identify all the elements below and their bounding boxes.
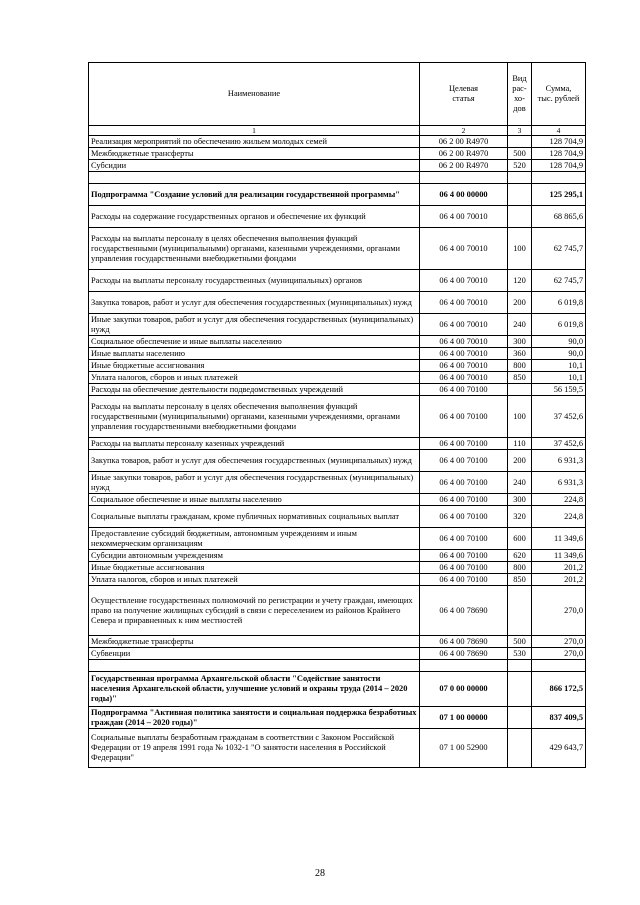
table-row <box>89 494 586 506</box>
row-code: 06 4 00 70100 <box>420 506 508 528</box>
row-type: 620 <box>508 550 532 562</box>
row-type: 850 <box>508 372 532 384</box>
table-row <box>89 270 586 292</box>
row-type: 360 <box>508 348 532 360</box>
row-name: Расходы на выплаты персоналу в целях обеспечения выполнения функций государственными (муниципальными) органами, казенными учреждениями, органами управления государственными внебюджетными фондами <box>89 228 420 270</box>
row-type <box>508 184 532 206</box>
row-type: 520 <box>508 160 532 172</box>
table-row <box>89 228 586 270</box>
row-code: 06 4 00 70100 <box>420 494 508 506</box>
row-name: Субсидии <box>89 160 420 172</box>
page-number: 28 <box>315 868 325 879</box>
row-name: Иные выплаты населению <box>89 348 420 360</box>
row-code: 06 4 00 70100 <box>420 396 508 438</box>
row-name: Иные бюджетные ассигнования <box>89 360 420 372</box>
row-sum: 270,0 <box>532 586 586 636</box>
row-name: Расходы на выплаты персоналу казенных учреждений <box>89 438 420 450</box>
row-sum: 201,2 <box>532 562 586 574</box>
header-code: Целевая статья <box>420 63 508 126</box>
row-sum: 429 643,7 <box>532 729 586 768</box>
row-name: Иные бюджетные ассигнования <box>89 562 420 574</box>
row-name: Закупка товаров, работ и услуг для обеспечения государственных (муниципальных) нужд <box>89 292 420 314</box>
column-number: 2 <box>420 126 508 136</box>
row-sum: 128 704,9 <box>532 160 586 172</box>
row-name: Субсидии автономным учреждениям <box>89 550 420 562</box>
table-row-subprogram <box>89 184 586 206</box>
row-name: Государственная программа Архангельской области "Содействие занятости населения Архангельской области, улучшение условий и охраны труда (2014 – 2020 годы)" <box>89 672 420 707</box>
row-type: 800 <box>508 562 532 574</box>
table-row <box>89 148 586 160</box>
row-code: 07 1 00 00000 <box>420 707 508 729</box>
row-type: 110 <box>508 438 532 450</box>
row-type: 500 <box>508 636 532 648</box>
row-sum: 128 704,9 <box>532 148 586 160</box>
row-name: Социальное обеспечение и иные выплаты населению <box>89 336 420 348</box>
table-row <box>89 450 586 472</box>
row-type: 240 <box>508 472 532 494</box>
row-type <box>508 729 532 768</box>
row-name: Межбюджетные трансферты <box>89 148 420 160</box>
row-code: 06 4 00 78690 <box>420 648 508 660</box>
row-type <box>508 586 532 636</box>
row-sum: 128 704,9 <box>532 136 586 148</box>
table-row-subprogram <box>89 707 586 729</box>
row-sum: 6 019,8 <box>532 314 586 336</box>
row-code: 06 4 00 70100 <box>420 450 508 472</box>
row-name: Уплата налогов, сборов и иных платежей <box>89 574 420 586</box>
table-row <box>89 160 586 172</box>
row-type: 100 <box>508 396 532 438</box>
row-code: 06 4 00 78690 <box>420 586 508 636</box>
row-type: 300 <box>508 494 532 506</box>
row-sum: 224,8 <box>532 494 586 506</box>
table-row <box>89 636 586 648</box>
table-row <box>89 472 586 494</box>
row-code: 06 4 00 70010 <box>420 336 508 348</box>
spacer-row <box>89 660 586 672</box>
row-name: Предоставление субсидий бюджетным, автономным учреждениям и иным некоммерческим организациям <box>89 528 420 550</box>
row-name: Субвенции <box>89 648 420 660</box>
header-type: Вид рас- хо- дов <box>508 63 532 126</box>
row-code: 06 4 00 70100 <box>420 384 508 396</box>
table-row <box>89 574 586 586</box>
row-code: 06 4 00 70010 <box>420 228 508 270</box>
row-type: 100 <box>508 228 532 270</box>
row-sum: 6 931,3 <box>532 450 586 472</box>
row-sum: 10,1 <box>532 372 586 384</box>
table-row <box>89 360 586 372</box>
column-number-row <box>89 126 586 136</box>
table-row <box>89 136 586 148</box>
table-row <box>89 206 586 228</box>
row-sum: 125 295,1 <box>532 184 586 206</box>
row-code: 07 1 00 52900 <box>420 729 508 768</box>
budget-table <box>88 62 586 768</box>
row-name: Расходы на содержание государственных органов и обеспечение их функций <box>89 206 420 228</box>
row-sum: 10,1 <box>532 360 586 372</box>
row-sum: 224,8 <box>532 506 586 528</box>
table-row <box>89 562 586 574</box>
table-row <box>89 292 586 314</box>
table-row <box>89 372 586 384</box>
row-code: 06 4 00 70010 <box>420 292 508 314</box>
row-type: 240 <box>508 314 532 336</box>
row-code: 06 4 00 70010 <box>420 270 508 292</box>
spacer-row <box>89 172 586 184</box>
header-name: Наименование <box>89 63 420 126</box>
row-code: 06 4 00 70100 <box>420 528 508 550</box>
row-code: 06 4 00 70100 <box>420 562 508 574</box>
row-code: 06 4 00 70010 <box>420 372 508 384</box>
row-code: 06 4 00 78690 <box>420 636 508 648</box>
row-type <box>508 206 532 228</box>
row-name: Расходы на обеспечение деятельности подведомственных учреждений <box>89 384 420 396</box>
table-row <box>89 586 586 636</box>
row-sum: 56 159,5 <box>532 384 586 396</box>
table-row <box>89 506 586 528</box>
table-row <box>89 550 586 562</box>
table-row <box>89 729 586 768</box>
row-name: Иные закупки товаров, работ и услуг для обеспечения государственных (муниципальных) нужд <box>89 314 420 336</box>
row-sum: 90,0 <box>532 348 586 360</box>
table-row-program <box>89 672 586 707</box>
table-row <box>89 384 586 396</box>
row-type: 120 <box>508 270 532 292</box>
row-type: 200 <box>508 450 532 472</box>
row-type <box>508 136 532 148</box>
row-type <box>508 707 532 729</box>
table-row <box>89 438 586 450</box>
row-type: 320 <box>508 506 532 528</box>
row-sum: 270,0 <box>532 648 586 660</box>
row-sum: 11 349,6 <box>532 528 586 550</box>
row-name: Реализация мероприятий по обеспечению жильем молодых семей <box>89 136 420 148</box>
row-sum: 68 865,6 <box>532 206 586 228</box>
row-name: Расходы на выплаты персоналу государственных (муниципальных) органов <box>89 270 420 292</box>
row-code: 06 4 00 70010 <box>420 206 508 228</box>
row-name: Иные закупки товаров, работ и услуг для обеспечения государственных (муниципальных) нужд <box>89 472 420 494</box>
table-row <box>89 314 586 336</box>
row-code: 06 2 00 R4970 <box>420 148 508 160</box>
row-name: Социальное обеспечение и иные выплаты населению <box>89 494 420 506</box>
row-code: 06 4 00 70010 <box>420 348 508 360</box>
row-sum: 37 452,6 <box>532 438 586 450</box>
row-code: 06 2 00 R4970 <box>420 160 508 172</box>
row-name: Расходы на выплаты персоналу в целях обеспечения выполнения функций государственными (муниципальными) органами, казенными учреждениями, органами управления государственными внебюджетными фондами <box>89 396 420 438</box>
table-header-row <box>89 63 586 126</box>
row-name: Социальные выплаты гражданам, кроме публичных нормативных социальных выплат <box>89 506 420 528</box>
row-sum: 37 452,6 <box>532 396 586 438</box>
row-sum: 837 409,5 <box>532 707 586 729</box>
row-type <box>508 384 532 396</box>
table-row <box>89 528 586 550</box>
row-type: 800 <box>508 360 532 372</box>
row-name: Осуществление государственных полномочий по регистрации и учету граждан, имеющих право на получение жилищных субсидий в связи с переселением из районов Крайнего Севера и приравненных к ним местностей <box>89 586 420 636</box>
row-code: 06 4 00 70100 <box>420 472 508 494</box>
column-number: 1 <box>89 126 420 136</box>
row-type: 600 <box>508 528 532 550</box>
row-sum: 201,2 <box>532 574 586 586</box>
row-name: Закупка товаров, работ и услуг для обеспечения государственных (муниципальных) нужд <box>89 450 420 472</box>
row-type: 850 <box>508 574 532 586</box>
row-name: Социальные выплаты безработным гражданам в соответствии с Законом Российской Федерации от 19 апреля 1991 года № 1032-1 "О занятости населения в Российской Федерации" <box>89 729 420 768</box>
row-type: 500 <box>508 148 532 160</box>
row-type: 200 <box>508 292 532 314</box>
row-sum: 90,0 <box>532 336 586 348</box>
header-sum: Сумма, тыс. рублей <box>532 63 586 126</box>
row-sum: 6 019,8 <box>532 292 586 314</box>
row-name: Межбюджетные трансферты <box>89 636 420 648</box>
row-code: 06 4 00 70100 <box>420 574 508 586</box>
row-code: 06 4 00 70100 <box>420 438 508 450</box>
row-code: 06 4 00 70010 <box>420 314 508 336</box>
row-name: Подпрограмма "Активная политика занятости и социальная поддержка безработных граждан (2014 – 2020 годы)" <box>89 707 420 729</box>
column-number: 4 <box>532 126 586 136</box>
row-sum: 6 931,3 <box>532 472 586 494</box>
row-type: 300 <box>508 336 532 348</box>
row-code: 06 4 00 70010 <box>420 360 508 372</box>
row-sum: 11 349,6 <box>532 550 586 562</box>
table-row <box>89 648 586 660</box>
table-row <box>89 348 586 360</box>
row-name: Подпрограмма "Создание условий для реализации государственной программы" <box>89 184 420 206</box>
row-name: Уплата налогов, сборов и иных платежей <box>89 372 420 384</box>
row-code: 06 4 00 00000 <box>420 184 508 206</box>
row-code: 07 0 00 00000 <box>420 672 508 707</box>
row-code: 06 4 00 70100 <box>420 550 508 562</box>
row-code: 06 2 00 R4970 <box>420 136 508 148</box>
column-number: 3 <box>508 126 532 136</box>
row-sum: 270,0 <box>532 636 586 648</box>
row-type <box>508 672 532 707</box>
row-sum: 62 745,7 <box>532 228 586 270</box>
row-sum: 866 172,5 <box>532 672 586 707</box>
table-row <box>89 336 586 348</box>
row-type: 530 <box>508 648 532 660</box>
row-sum: 62 745,7 <box>532 270 586 292</box>
table-row <box>89 396 586 438</box>
